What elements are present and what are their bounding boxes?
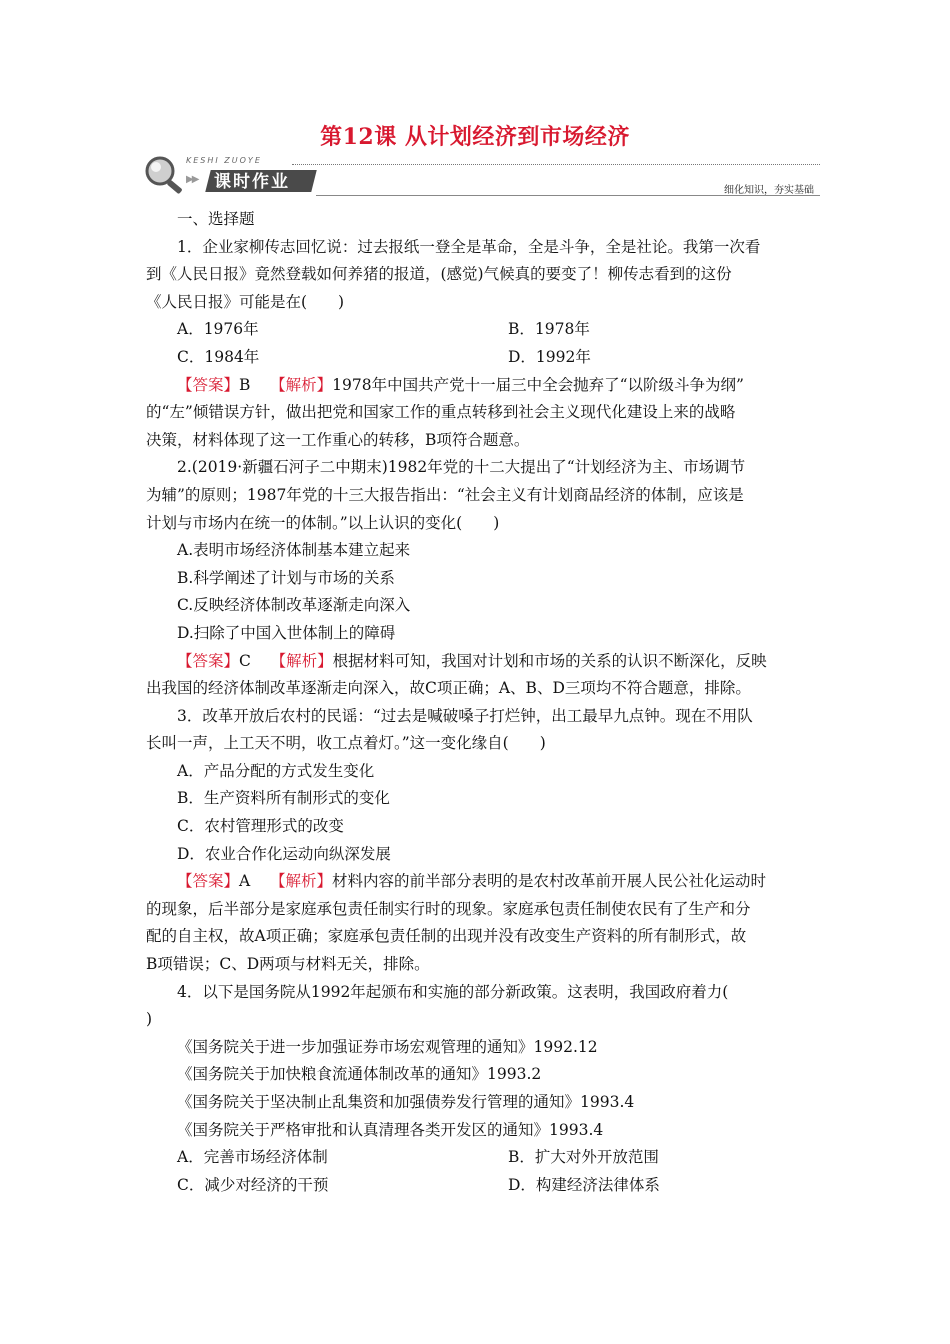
q2-answer-line: [146, 648, 808, 676]
explanation-tag: 【解析】: [270, 375, 333, 394]
q3-answer-line: [146, 868, 808, 896]
q1-stem-line: 到《人民日报》竟然登载如何养猪的报道，(感觉)气候真的要变了！柳传志看到的这份: [146, 265, 732, 284]
q2-option-a: A.表明市场经济体制基本建立起来: [177, 541, 411, 560]
section-heading: 一、选择题: [177, 210, 255, 228]
q3-option-d: D．农业合作化运动向纵深发展: [177, 844, 391, 863]
q1-explanation-line: 决策，材料体现了这一工作重心的转移，B项符合题意。: [146, 430, 530, 449]
q1-answer: B: [239, 375, 251, 394]
q3-explanation-line: 的现象，后半部分是家庭承包责任制实行时的现象。家庭承包责任制使农民有了生产和分: [146, 899, 751, 918]
q2-explanation-line: 出我国的经济体制改革逐渐走向深入，故C项正确；A、B、D三项均不符合题意，排除。: [146, 679, 751, 698]
q1-option-b: B．1978年: [508, 320, 590, 339]
q4-policy-item: 《国务院关于加快粮食流通体制改革的通知》1993.2: [177, 1065, 542, 1084]
q3-option-c: C．农村管理形式的改变: [177, 817, 344, 836]
q3-option-a: A．产品分配的方式发生变化: [177, 761, 375, 780]
lesson-title: 第12课 从计划经济到市场经济: [320, 124, 630, 150]
answer-tag: 【答案】: [177, 651, 240, 670]
question-content: [146, 206, 808, 1199]
q2-explanation: 根据材料可知，我国对计划和市场的关系的认识不断深化，反映: [332, 651, 767, 670]
q1-stem-line: 《人民日报》可能是在( ): [146, 292, 345, 311]
magnifier-icon: [140, 153, 188, 197]
q1-option-a: A．1976年: [177, 320, 259, 339]
banner-dotted-rule: [292, 164, 820, 165]
q2-answer: C: [239, 651, 251, 670]
q4-stem-line: ): [146, 1010, 153, 1029]
q4-option-d: D．构建经济法律体系: [508, 1175, 660, 1194]
q4-option-c: C．减少对经济的干预: [177, 1175, 329, 1194]
answer-tag: 【答案】: [177, 375, 240, 394]
q2-stem-line: 2.(2019·新疆石河子二中期末)1982年党的十二大提出了“计划经济为主、市场调节: [177, 458, 746, 477]
q2-stem-line: 为辅”的原则；1987年党的十三大报告指出：“社会主义有计划商品经济的体制，应该是: [146, 485, 744, 504]
q2-stem-line: 计划与市场内在统一的体制。”以上认识的变化( ): [146, 513, 500, 532]
q1-options-row: [146, 316, 808, 344]
q1-option-c: C．1984年: [177, 347, 260, 366]
q4-option-a: A．完善市场经济体制: [177, 1148, 328, 1167]
q3-stem-line: 3．改革开放后农村的民谣：“过去是喊破嗓子打烂钟，出工最早九点钟。现在不用队: [177, 706, 753, 725]
banner-motto: 细化知识，夯实基础: [724, 185, 814, 196]
explanation-tag: 【解析】: [269, 872, 332, 891]
q3-explanation: 材料内容的前半部分表明的是农村改革前开展人民公社化运动时: [331, 872, 766, 891]
q2-option-d: D.扫除了中国入世体制上的障碍: [177, 623, 396, 642]
q4-policy-item: 《国务院关于严格审批和认真清理各类开发区的通知》1993.4: [177, 1120, 604, 1139]
q3-option-b: B．生产资料所有制形式的变化: [177, 789, 390, 808]
arrows-icon: ▶▶: [186, 174, 198, 185]
q3-explanation-line: B项错误；C、D两项与材料无关，排除。: [146, 955, 430, 974]
q3-answer: A: [239, 872, 251, 891]
q1-option-d: D．1992年: [508, 347, 591, 366]
q1-stem-line: 1．企业家柳传志回忆说：过去报纸一登全是革命，全是斗争，全是社论。我第一次看: [177, 237, 761, 256]
q4-stem-line: 4．以下是国务院从1992年起颁布和实施的部分新政策。这表明，我国政府着力(: [177, 982, 729, 1001]
q1-explanation: 1978年中国共产党十一届三中全会抛弃了“以阶级斗争为纲”: [332, 375, 744, 394]
answer-tag: 【答案】: [177, 872, 240, 891]
q2-option-c: C.反映经济体制改革逐渐走向深入: [177, 596, 411, 615]
q3-explanation-line: 配的自主权，故A项正确；家庭承包责任制的出现并没有改变生产资料的所有制形式，故: [146, 927, 747, 946]
q3-stem-line: 长叫一声，上工天不明，收工点着灯。”这一变化缘自( ): [146, 734, 546, 753]
q1-explanation-line: 的“左”倾错误方针，做出把党和国家工作的重点转移到社会主义现代化建设上来的战略: [146, 403, 736, 422]
q4-option-b: B．扩大对外开放范围: [508, 1148, 659, 1167]
q4-options-row: [146, 1144, 808, 1172]
section-banner: [140, 153, 820, 203]
q2-option-b: B.科学阐述了计划与市场的关系: [177, 568, 395, 587]
q4-policy-item: 《国务院关于坚决制止乱集资和加强债券发行管理的通知》1993.4: [177, 1093, 635, 1111]
banner-label: 课时作业: [214, 172, 290, 192]
banner-pinyin: KESHI ZUOYE: [186, 156, 262, 165]
q4-policy-item: 《国务院关于进一步加强证券市场宏观管理的通知》1992.12: [177, 1037, 598, 1056]
explanation-tag: 【解析】: [270, 651, 333, 670]
q1-options-row: [146, 344, 808, 372]
q4-options-row: [146, 1172, 808, 1200]
q1-answer-line: [146, 372, 808, 400]
